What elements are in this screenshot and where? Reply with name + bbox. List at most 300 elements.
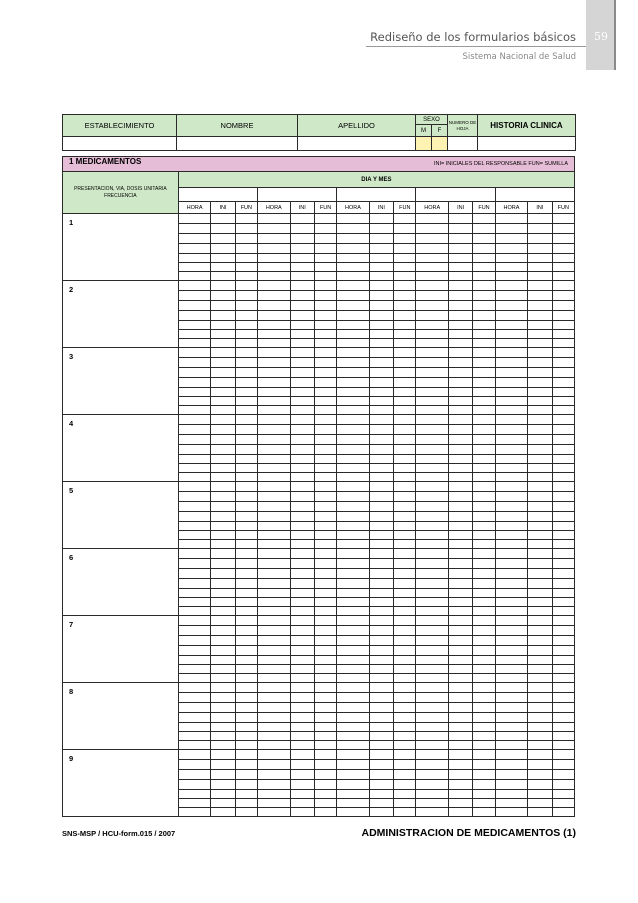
administration-cell[interactable] xyxy=(448,703,472,713)
administration-cell[interactable] xyxy=(211,492,235,502)
administration-cell[interactable] xyxy=(369,244,393,254)
administration-cell[interactable] xyxy=(394,598,416,607)
administration-cell[interactable] xyxy=(495,693,528,703)
administration-cell[interactable] xyxy=(552,482,574,492)
administration-cell[interactable] xyxy=(258,397,291,406)
administration-cell[interactable] xyxy=(290,741,314,750)
administration-cell[interactable] xyxy=(394,406,416,415)
administration-cell[interactable] xyxy=(314,311,336,321)
administration-cell[interactable] xyxy=(473,492,495,502)
administration-cell[interactable] xyxy=(552,683,574,693)
administration-cell[interactable] xyxy=(552,415,574,425)
administration-cell[interactable] xyxy=(314,531,336,540)
administration-cell[interactable] xyxy=(495,598,528,607)
administration-cell[interactable] xyxy=(337,665,370,674)
administration-cell[interactable] xyxy=(473,321,495,330)
administration-cell[interactable] xyxy=(178,321,211,330)
administration-cell[interactable] xyxy=(528,522,552,531)
administration-cell[interactable] xyxy=(314,790,336,799)
administration-cell[interactable] xyxy=(528,224,552,234)
administration-cell[interactable] xyxy=(552,656,574,665)
administration-cell[interactable] xyxy=(369,492,393,502)
administration-cell[interactable] xyxy=(448,301,472,311)
administration-cell[interactable] xyxy=(235,770,257,780)
administration-cell[interactable] xyxy=(258,790,291,799)
administration-cell[interactable] xyxy=(473,512,495,522)
administration-cell[interactable] xyxy=(211,656,235,665)
administration-cell[interactable] xyxy=(290,579,314,589)
administration-cell[interactable] xyxy=(394,646,416,656)
administration-cell[interactable] xyxy=(369,703,393,713)
administration-cell[interactable] xyxy=(314,348,336,358)
administration-cell[interactable] xyxy=(337,607,370,616)
administration-cell[interactable] xyxy=(473,455,495,464)
administration-cell[interactable] xyxy=(416,368,449,378)
administration-cell[interactable] xyxy=(235,531,257,540)
medication-entry[interactable]: 6 xyxy=(63,549,179,616)
administration-cell[interactable] xyxy=(495,713,528,723)
administration-cell[interactable] xyxy=(211,616,235,626)
administration-cell[interactable] xyxy=(416,559,449,569)
administration-cell[interactable] xyxy=(473,415,495,425)
administration-cell[interactable] xyxy=(394,760,416,770)
administration-cell[interactable] xyxy=(473,244,495,254)
administration-cell[interactable] xyxy=(337,368,370,378)
administration-cell[interactable] xyxy=(178,522,211,531)
administration-cell[interactable] xyxy=(258,301,291,311)
administration-cell[interactable] xyxy=(495,254,528,263)
administration-cell[interactable] xyxy=(369,531,393,540)
administration-cell[interactable] xyxy=(528,732,552,741)
administration-cell[interactable] xyxy=(337,598,370,607)
administration-cell[interactable] xyxy=(448,358,472,368)
administration-cell[interactable] xyxy=(258,770,291,780)
administration-cell[interactable] xyxy=(211,732,235,741)
administration-cell[interactable] xyxy=(290,224,314,234)
administration-cell[interactable] xyxy=(337,540,370,549)
administration-cell[interactable] xyxy=(448,569,472,579)
administration-cell[interactable] xyxy=(235,301,257,311)
administration-cell[interactable] xyxy=(495,482,528,492)
administration-cell[interactable] xyxy=(552,425,574,435)
administration-cell[interactable] xyxy=(235,254,257,263)
administration-cell[interactable] xyxy=(337,339,370,348)
administration-cell[interactable] xyxy=(473,272,495,281)
administration-cell[interactable] xyxy=(235,455,257,464)
administration-cell[interactable] xyxy=(211,665,235,674)
administration-cell[interactable] xyxy=(369,693,393,703)
administration-cell[interactable] xyxy=(528,540,552,549)
administration-cell[interactable] xyxy=(235,388,257,397)
historia-clinica-field[interactable] xyxy=(478,137,576,151)
administration-cell[interactable] xyxy=(394,415,416,425)
administration-cell[interactable] xyxy=(528,760,552,770)
administration-cell[interactable] xyxy=(369,445,393,455)
administration-cell[interactable] xyxy=(314,388,336,397)
administration-cell[interactable] xyxy=(528,559,552,569)
administration-cell[interactable] xyxy=(178,406,211,415)
administration-cell[interactable] xyxy=(495,589,528,598)
administration-cell[interactable] xyxy=(235,598,257,607)
administration-cell[interactable] xyxy=(369,330,393,339)
administration-cell[interactable] xyxy=(552,388,574,397)
administration-cell[interactable] xyxy=(552,674,574,683)
administration-cell[interactable] xyxy=(235,358,257,368)
administration-cell[interactable] xyxy=(448,723,472,732)
administration-cell[interactable] xyxy=(416,406,449,415)
administration-cell[interactable] xyxy=(394,607,416,616)
administration-cell[interactable] xyxy=(211,540,235,549)
administration-cell[interactable] xyxy=(394,455,416,464)
administration-cell[interactable] xyxy=(552,579,574,589)
administration-cell[interactable] xyxy=(528,214,552,224)
administration-cell[interactable] xyxy=(448,368,472,378)
administration-cell[interactable] xyxy=(314,378,336,388)
administration-cell[interactable] xyxy=(495,790,528,799)
administration-cell[interactable] xyxy=(528,723,552,732)
administration-cell[interactable] xyxy=(369,683,393,693)
administration-cell[interactable] xyxy=(178,732,211,741)
administration-cell[interactable] xyxy=(495,291,528,301)
administration-cell[interactable] xyxy=(337,445,370,455)
administration-cell[interactable] xyxy=(337,321,370,330)
administration-cell[interactable] xyxy=(495,780,528,790)
administration-cell[interactable] xyxy=(178,301,211,311)
administration-cell[interactable] xyxy=(290,482,314,492)
administration-cell[interactable] xyxy=(290,311,314,321)
administration-cell[interactable] xyxy=(211,348,235,358)
administration-cell[interactable] xyxy=(394,435,416,445)
administration-cell[interactable] xyxy=(314,339,336,348)
administration-cell[interactable] xyxy=(473,780,495,790)
administration-cell[interactable] xyxy=(416,378,449,388)
administration-cell[interactable] xyxy=(235,348,257,358)
administration-cell[interactable] xyxy=(448,790,472,799)
administration-cell[interactable] xyxy=(290,244,314,254)
administration-cell[interactable] xyxy=(314,741,336,750)
administration-cell[interactable] xyxy=(290,254,314,263)
administration-cell[interactable] xyxy=(473,339,495,348)
administration-cell[interactable] xyxy=(337,626,370,636)
administration-cell[interactable] xyxy=(235,512,257,522)
administration-cell[interactable] xyxy=(416,780,449,790)
administration-cell[interactable] xyxy=(473,683,495,693)
administration-cell[interactable] xyxy=(337,254,370,263)
administration-cell[interactable] xyxy=(552,626,574,636)
administration-cell[interactable] xyxy=(369,368,393,378)
administration-cell[interactable] xyxy=(528,388,552,397)
administration-cell[interactable] xyxy=(235,540,257,549)
administration-cell[interactable] xyxy=(337,272,370,281)
administration-cell[interactable] xyxy=(495,665,528,674)
administration-cell[interactable] xyxy=(528,531,552,540)
administration-cell[interactable] xyxy=(258,502,291,512)
sexo-f-field[interactable] xyxy=(432,137,448,151)
administration-cell[interactable] xyxy=(528,683,552,693)
administration-cell[interactable] xyxy=(211,244,235,254)
administration-cell[interactable] xyxy=(394,799,416,808)
date-field[interactable] xyxy=(495,188,574,202)
administration-cell[interactable] xyxy=(178,799,211,808)
administration-cell[interactable] xyxy=(495,626,528,636)
administration-cell[interactable] xyxy=(552,741,574,750)
administration-cell[interactable] xyxy=(528,281,552,291)
administration-cell[interactable] xyxy=(290,569,314,579)
administration-cell[interactable] xyxy=(416,656,449,665)
administration-cell[interactable] xyxy=(394,732,416,741)
administration-cell[interactable] xyxy=(258,415,291,425)
administration-cell[interactable] xyxy=(235,522,257,531)
administration-cell[interactable] xyxy=(495,214,528,224)
administration-cell[interactable] xyxy=(290,291,314,301)
administration-cell[interactable] xyxy=(258,234,291,244)
administration-cell[interactable] xyxy=(495,579,528,589)
administration-cell[interactable] xyxy=(178,646,211,656)
administration-cell[interactable] xyxy=(552,464,574,473)
administration-cell[interactable] xyxy=(314,358,336,368)
administration-cell[interactable] xyxy=(552,540,574,549)
administration-cell[interactable] xyxy=(473,626,495,636)
administration-cell[interactable] xyxy=(290,808,314,817)
administration-cell[interactable] xyxy=(258,549,291,559)
administration-cell[interactable] xyxy=(235,397,257,406)
administration-cell[interactable] xyxy=(416,799,449,808)
administration-cell[interactable] xyxy=(314,406,336,415)
administration-cell[interactable] xyxy=(448,492,472,502)
administration-cell[interactable] xyxy=(178,348,211,358)
sexo-m-field[interactable] xyxy=(416,137,432,151)
administration-cell[interactable] xyxy=(416,750,449,760)
administration-cell[interactable] xyxy=(314,502,336,512)
administration-cell[interactable] xyxy=(394,358,416,368)
administration-cell[interactable] xyxy=(416,607,449,616)
administration-cell[interactable] xyxy=(258,281,291,291)
administration-cell[interactable] xyxy=(314,589,336,598)
administration-cell[interactable] xyxy=(552,723,574,732)
administration-cell[interactable] xyxy=(235,415,257,425)
administration-cell[interactable] xyxy=(528,301,552,311)
administration-cell[interactable] xyxy=(416,224,449,234)
administration-cell[interactable] xyxy=(473,281,495,291)
administration-cell[interactable] xyxy=(416,502,449,512)
administration-cell[interactable] xyxy=(314,656,336,665)
administration-cell[interactable] xyxy=(495,321,528,330)
administration-cell[interactable] xyxy=(495,388,528,397)
administration-cell[interactable] xyxy=(448,445,472,455)
administration-cell[interactable] xyxy=(552,445,574,455)
administration-cell[interactable] xyxy=(448,455,472,464)
administration-cell[interactable] xyxy=(448,770,472,780)
administration-cell[interactable] xyxy=(290,799,314,808)
administration-cell[interactable] xyxy=(337,723,370,732)
administration-cell[interactable] xyxy=(552,780,574,790)
administration-cell[interactable] xyxy=(552,713,574,723)
administration-cell[interactable] xyxy=(290,455,314,464)
administration-cell[interactable] xyxy=(178,397,211,406)
medication-entry[interactable]: 3 xyxy=(63,348,179,415)
administration-cell[interactable] xyxy=(235,435,257,445)
administration-cell[interactable] xyxy=(473,291,495,301)
administration-cell[interactable] xyxy=(369,723,393,732)
administration-cell[interactable] xyxy=(495,656,528,665)
administration-cell[interactable] xyxy=(337,397,370,406)
administration-cell[interactable] xyxy=(369,732,393,741)
administration-cell[interactable] xyxy=(178,713,211,723)
administration-cell[interactable] xyxy=(495,808,528,817)
administration-cell[interactable] xyxy=(495,415,528,425)
administration-cell[interactable] xyxy=(416,723,449,732)
administration-cell[interactable] xyxy=(394,214,416,224)
administration-cell[interactable] xyxy=(258,540,291,549)
administration-cell[interactable] xyxy=(394,723,416,732)
administration-cell[interactable] xyxy=(416,589,449,598)
administration-cell[interactable] xyxy=(290,683,314,693)
administration-cell[interactable] xyxy=(178,703,211,713)
administration-cell[interactable] xyxy=(394,559,416,569)
administration-cell[interactable] xyxy=(337,703,370,713)
administration-cell[interactable] xyxy=(552,348,574,358)
administration-cell[interactable] xyxy=(178,607,211,616)
administration-cell[interactable] xyxy=(258,693,291,703)
administration-cell[interactable] xyxy=(258,732,291,741)
administration-cell[interactable] xyxy=(211,311,235,321)
administration-cell[interactable] xyxy=(314,455,336,464)
administration-cell[interactable] xyxy=(448,406,472,415)
administration-cell[interactable] xyxy=(448,234,472,244)
administration-cell[interactable] xyxy=(337,656,370,665)
administration-cell[interactable] xyxy=(235,607,257,616)
administration-cell[interactable] xyxy=(178,770,211,780)
administration-cell[interactable] xyxy=(473,770,495,780)
administration-cell[interactable] xyxy=(314,321,336,330)
administration-cell[interactable] xyxy=(337,378,370,388)
administration-cell[interactable] xyxy=(369,425,393,435)
administration-cell[interactable] xyxy=(495,234,528,244)
administration-cell[interactable] xyxy=(416,311,449,321)
administration-cell[interactable] xyxy=(473,656,495,665)
administration-cell[interactable] xyxy=(369,406,393,415)
administration-cell[interactable] xyxy=(235,703,257,713)
administration-cell[interactable] xyxy=(448,512,472,522)
administration-cell[interactable] xyxy=(258,254,291,263)
administration-cell[interactable] xyxy=(473,616,495,626)
administration-cell[interactable] xyxy=(211,234,235,244)
administration-cell[interactable] xyxy=(528,656,552,665)
medication-entry[interactable]: 7 xyxy=(63,616,179,683)
administration-cell[interactable] xyxy=(337,263,370,272)
administration-cell[interactable] xyxy=(394,425,416,435)
administration-cell[interactable] xyxy=(337,502,370,512)
administration-cell[interactable] xyxy=(337,559,370,569)
administration-cell[interactable] xyxy=(337,693,370,703)
administration-cell[interactable] xyxy=(290,445,314,455)
administration-cell[interactable] xyxy=(211,607,235,616)
administration-cell[interactable] xyxy=(178,808,211,817)
administration-cell[interactable] xyxy=(528,272,552,281)
administration-cell[interactable] xyxy=(473,473,495,482)
administration-cell[interactable] xyxy=(369,589,393,598)
administration-cell[interactable] xyxy=(552,378,574,388)
administration-cell[interactable] xyxy=(178,549,211,559)
administration-cell[interactable] xyxy=(178,665,211,674)
administration-cell[interactable] xyxy=(448,607,472,616)
administration-cell[interactable] xyxy=(473,368,495,378)
administration-cell[interactable] xyxy=(552,214,574,224)
administration-cell[interactable] xyxy=(473,750,495,760)
administration-cell[interactable] xyxy=(448,713,472,723)
administration-cell[interactable] xyxy=(178,741,211,750)
administration-cell[interactable] xyxy=(528,808,552,817)
administration-cell[interactable] xyxy=(290,531,314,540)
administration-cell[interactable] xyxy=(290,281,314,291)
administration-cell[interactable] xyxy=(337,741,370,750)
administration-cell[interactable] xyxy=(394,321,416,330)
administration-cell[interactable] xyxy=(394,790,416,799)
administration-cell[interactable] xyxy=(369,263,393,272)
administration-cell[interactable] xyxy=(448,616,472,626)
administration-cell[interactable] xyxy=(258,808,291,817)
administration-cell[interactable] xyxy=(337,348,370,358)
administration-cell[interactable] xyxy=(473,330,495,339)
administration-cell[interactable] xyxy=(369,502,393,512)
administration-cell[interactable] xyxy=(528,616,552,626)
administration-cell[interactable] xyxy=(337,549,370,559)
administration-cell[interactable] xyxy=(416,616,449,626)
administration-cell[interactable] xyxy=(258,291,291,301)
administration-cell[interactable] xyxy=(394,368,416,378)
administration-cell[interactable] xyxy=(258,406,291,415)
administration-cell[interactable] xyxy=(528,492,552,502)
administration-cell[interactable] xyxy=(448,502,472,512)
administration-cell[interactable] xyxy=(528,425,552,435)
administration-cell[interactable] xyxy=(258,445,291,455)
administration-cell[interactable] xyxy=(473,358,495,368)
administration-cell[interactable] xyxy=(337,750,370,760)
administration-cell[interactable] xyxy=(448,531,472,540)
administration-cell[interactable] xyxy=(394,281,416,291)
administration-cell[interactable] xyxy=(495,435,528,445)
administration-cell[interactable] xyxy=(473,445,495,455)
administration-cell[interactable] xyxy=(448,808,472,817)
administration-cell[interactable] xyxy=(369,598,393,607)
administration-cell[interactable] xyxy=(258,607,291,616)
administration-cell[interactable] xyxy=(369,272,393,281)
administration-cell[interactable] xyxy=(235,569,257,579)
administration-cell[interactable] xyxy=(528,254,552,263)
administration-cell[interactable] xyxy=(528,368,552,378)
administration-cell[interactable] xyxy=(290,263,314,272)
administration-cell[interactable] xyxy=(448,760,472,770)
administration-cell[interactable] xyxy=(290,464,314,473)
administration-cell[interactable] xyxy=(258,674,291,683)
administration-cell[interactable] xyxy=(290,512,314,522)
administration-cell[interactable] xyxy=(235,492,257,502)
administration-cell[interactable] xyxy=(495,492,528,502)
administration-cell[interactable] xyxy=(337,435,370,445)
administration-cell[interactable] xyxy=(495,607,528,616)
administration-cell[interactable] xyxy=(528,549,552,559)
administration-cell[interactable] xyxy=(314,272,336,281)
administration-cell[interactable] xyxy=(495,559,528,569)
administration-cell[interactable] xyxy=(473,741,495,750)
administration-cell[interactable] xyxy=(394,531,416,540)
administration-cell[interactable] xyxy=(235,291,257,301)
administration-cell[interactable] xyxy=(394,540,416,549)
administration-cell[interactable] xyxy=(416,531,449,540)
administration-cell[interactable] xyxy=(528,598,552,607)
administration-cell[interactable] xyxy=(314,445,336,455)
administration-cell[interactable] xyxy=(235,589,257,598)
